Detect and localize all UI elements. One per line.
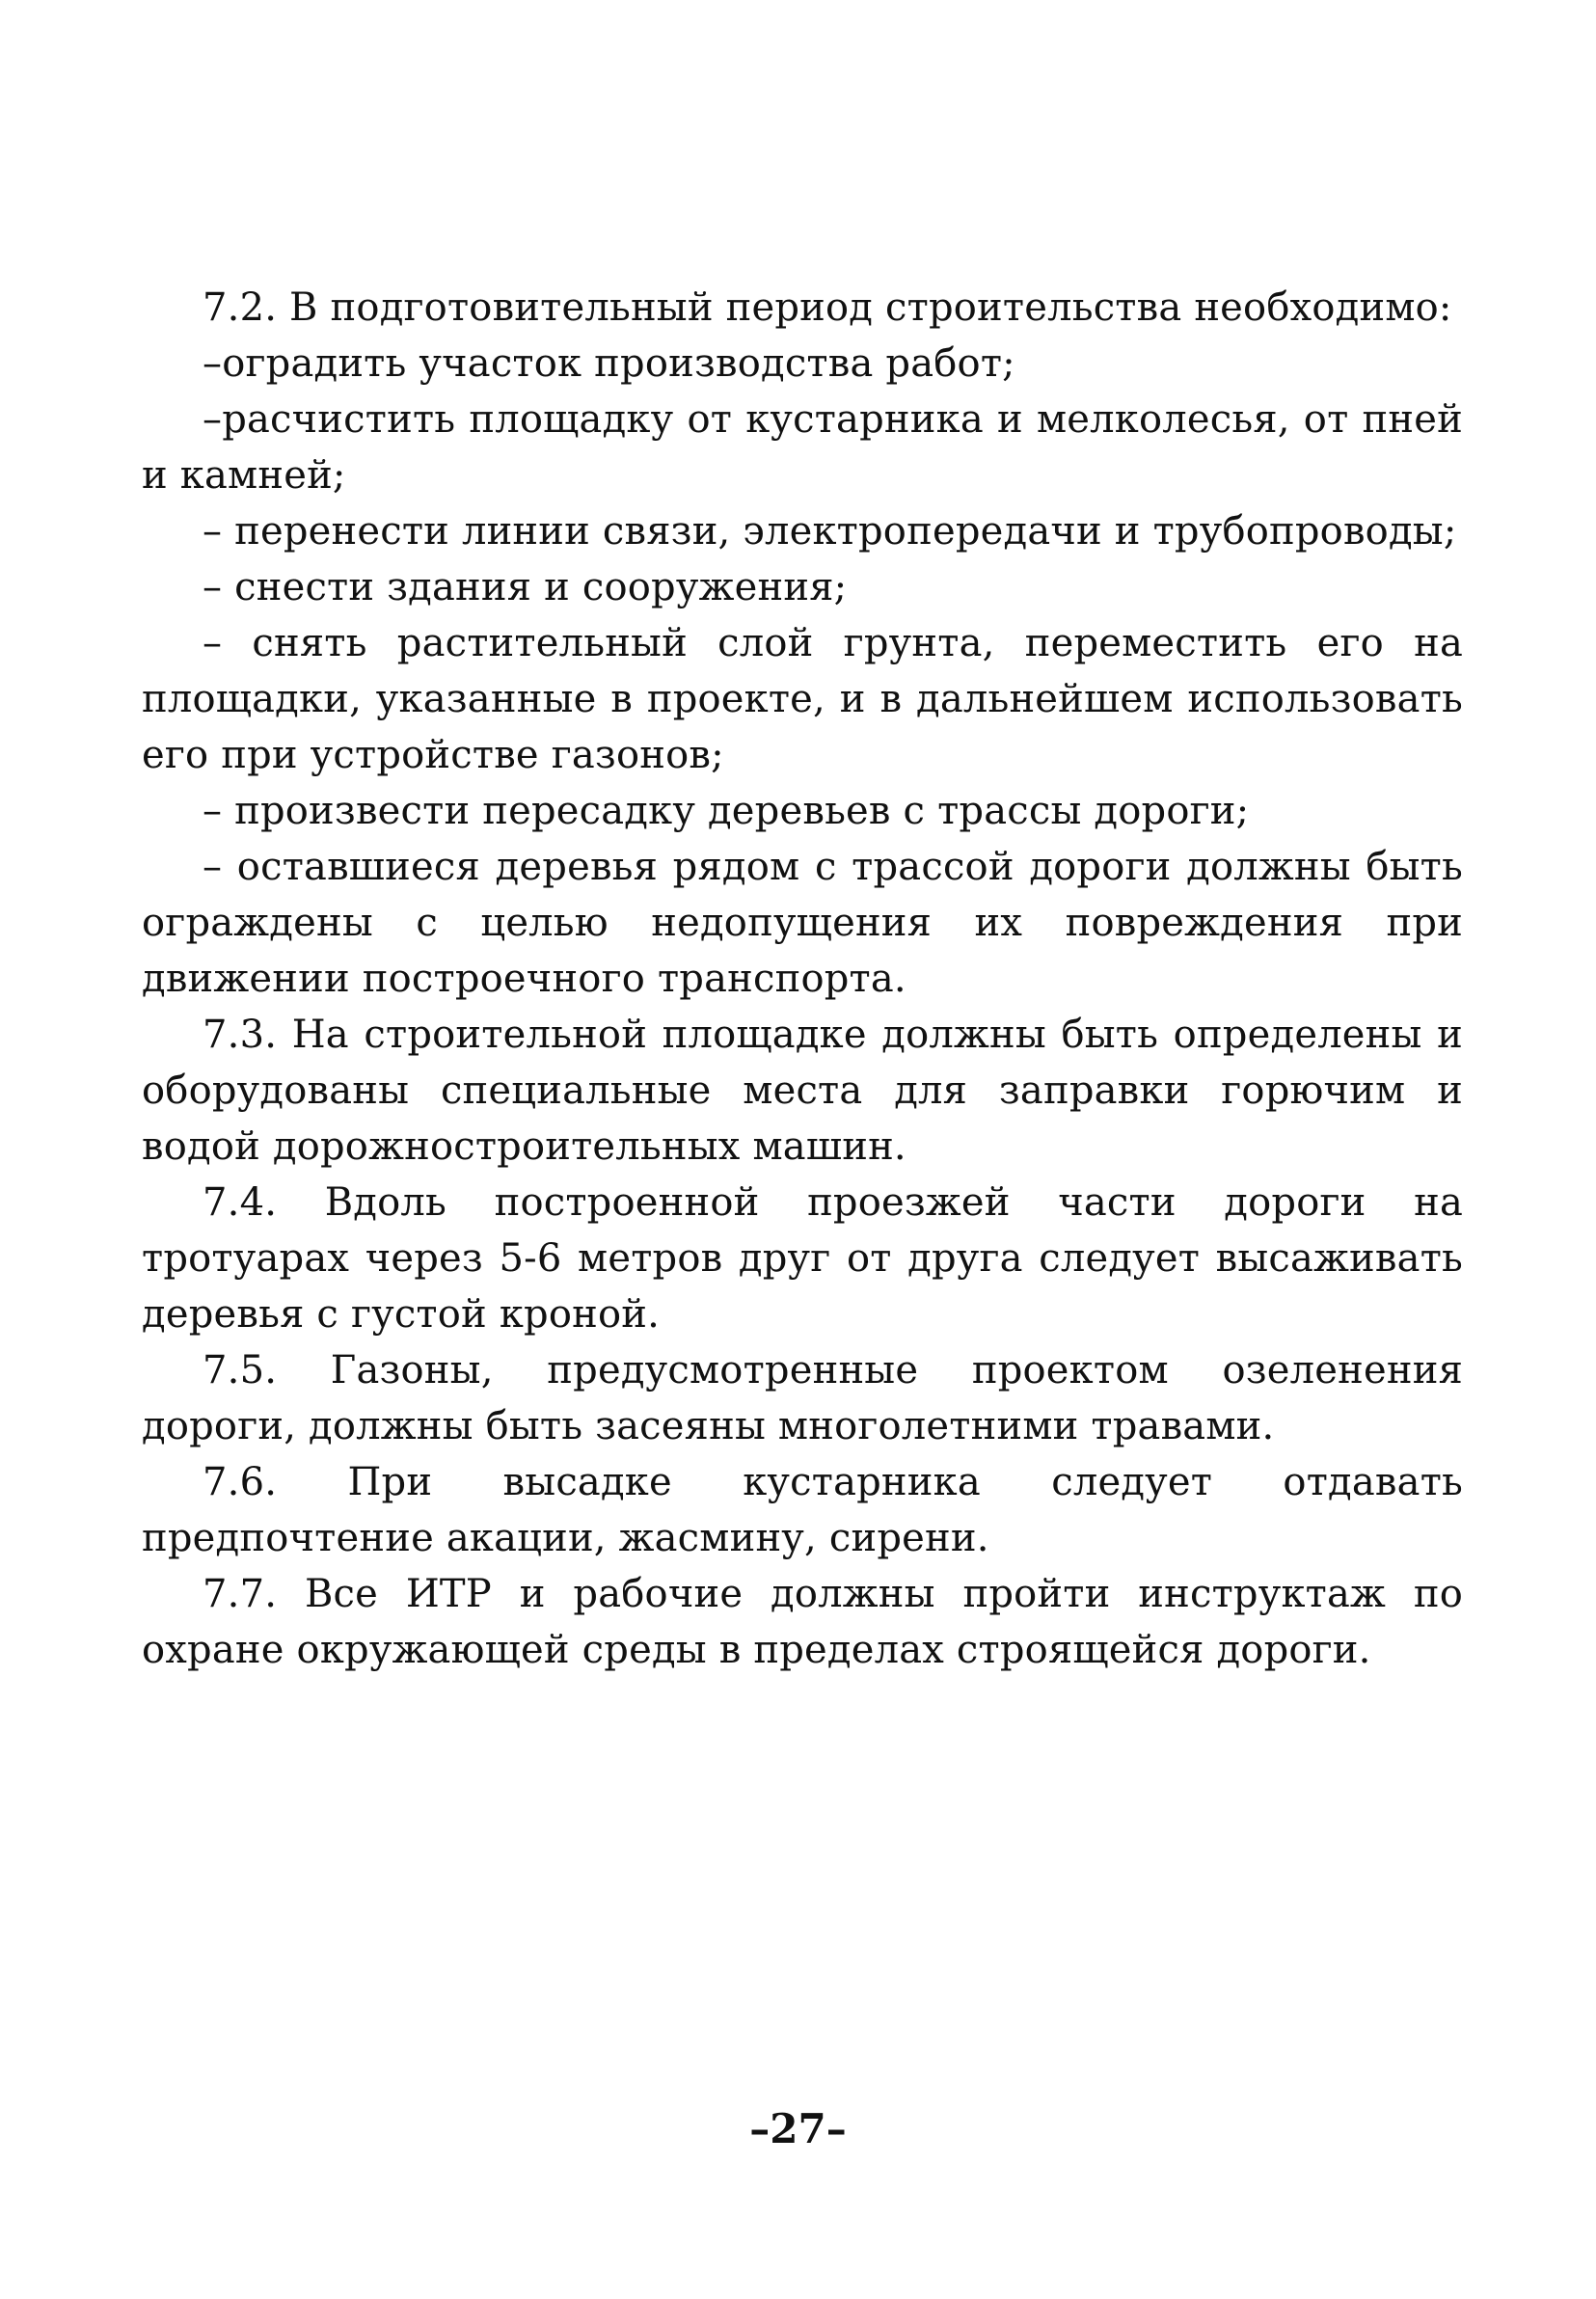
list-item-remove-topsoil: – снять растительный слой грунта, переместить его на площадки, указанные в проекте, и в дальнейшем использовать его при устройстве газонов; <box>142 621 1463 777</box>
list-item-relocate-lines: – перенести линии связи, электропередачи и трубопроводы; <box>203 509 1457 554</box>
paragraph-7-6: 7.6. При высадке кустарника следует отдавать предпочтение акации, жасмину, сирени. <box>142 1460 1463 1560</box>
paragraph-7-4: 7.4. Вдоль построенной проезжей части дороги на тротуарах через 5-6 метров друг от друга следует высаживать деревья с густой кроной. <box>142 1180 1463 1337</box>
list-item-fence-trees: – оставшиеся деревья рядом с трассой дороги должны быть ограждены с целью недопущения их повреждения при движении построечного транспорта. <box>142 845 1463 1001</box>
paragraph-7-3: 7.3. На строительной площадке должны быть определены и оборудованы специальные места для заправки горючим и водой дорожностроительных машин. <box>142 1013 1463 1169</box>
paragraph-7-7: 7.7. Все ИТР и рабочие должны пройти инструктаж по охране окружающей среды в пределах строящейся дороги. <box>142 1572 1463 1672</box>
page-number: –27– <box>749 2105 847 2152</box>
list-item-clear-site: –расчистить площадку от кустарника и мелколесья, от пней и камней; <box>142 397 1463 498</box>
list-item-fence-site: –оградить участок производства работ; <box>203 341 1015 386</box>
document-body <box>142 280 1463 1678</box>
list-item-transplant-trees: – произвести пересадку деревьев с трассы дороги; <box>203 789 1250 833</box>
list-item-demolish-buildings: – снести здания и сооружения; <box>203 565 848 609</box>
paragraph-7-5: 7.5. Газоны, предусмотренные проектом озеленения дороги, должны быть засеяны многолетними травами. <box>142 1348 1463 1448</box>
paragraph-7-2: 7.2. В подготовительный период строительства необходимо: <box>203 285 1452 330</box>
